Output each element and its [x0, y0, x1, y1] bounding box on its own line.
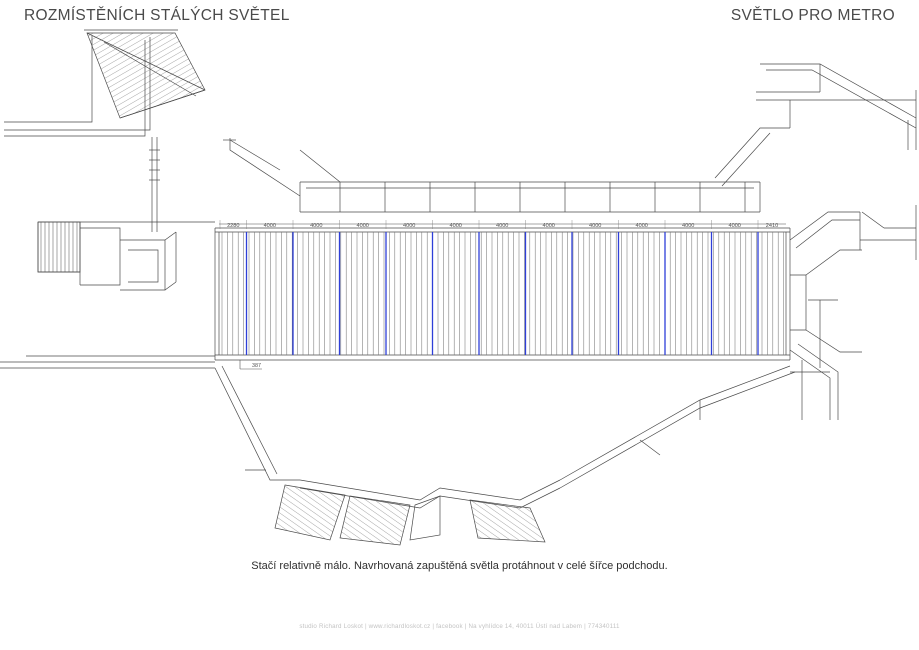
- floor-grid-lines: [222, 232, 784, 355]
- page-title-left: ROZMÍSTĚNÍCH STÁLÝCH SVĚTEL: [24, 7, 290, 24]
- dimension-label: 2280: [227, 223, 240, 229]
- dimension-label: 4000: [402, 223, 416, 229]
- dimension-label: 4000: [263, 223, 277, 229]
- dimension-label: 4000: [681, 223, 695, 229]
- dimension-label: 2410: [765, 223, 779, 229]
- footer-credit: studio Richard Loskot | www.richardloskot.cz | facebook | Na vyhlídce 14, 40011 Ústí nad Labem | 774340111: [299, 623, 620, 630]
- dimension-label: 4000: [542, 223, 555, 229]
- dimension-label: 4000: [495, 223, 509, 229]
- plan-outlines: [0, 30, 916, 545]
- dimension-label: 4000: [356, 223, 369, 229]
- dimension-label: 4000: [728, 223, 741, 229]
- caption-text: Stačí relativně málo. Navrhovaná zapuštěná světla protáhnout v celé šířce podchodu.: [251, 560, 668, 572]
- dimension-387-label: 387: [252, 363, 261, 369]
- dimension-label: 4000: [635, 223, 648, 229]
- page-title-right: SVĚTLO PRO METRO: [730, 7, 895, 24]
- light-fixtures: [247, 232, 759, 355]
- dimension-label: 4000: [588, 223, 602, 229]
- dimension-label: 4000: [310, 223, 323, 229]
- dimension-label: 4000: [449, 223, 462, 229]
- secondary-dimension: [240, 360, 262, 369]
